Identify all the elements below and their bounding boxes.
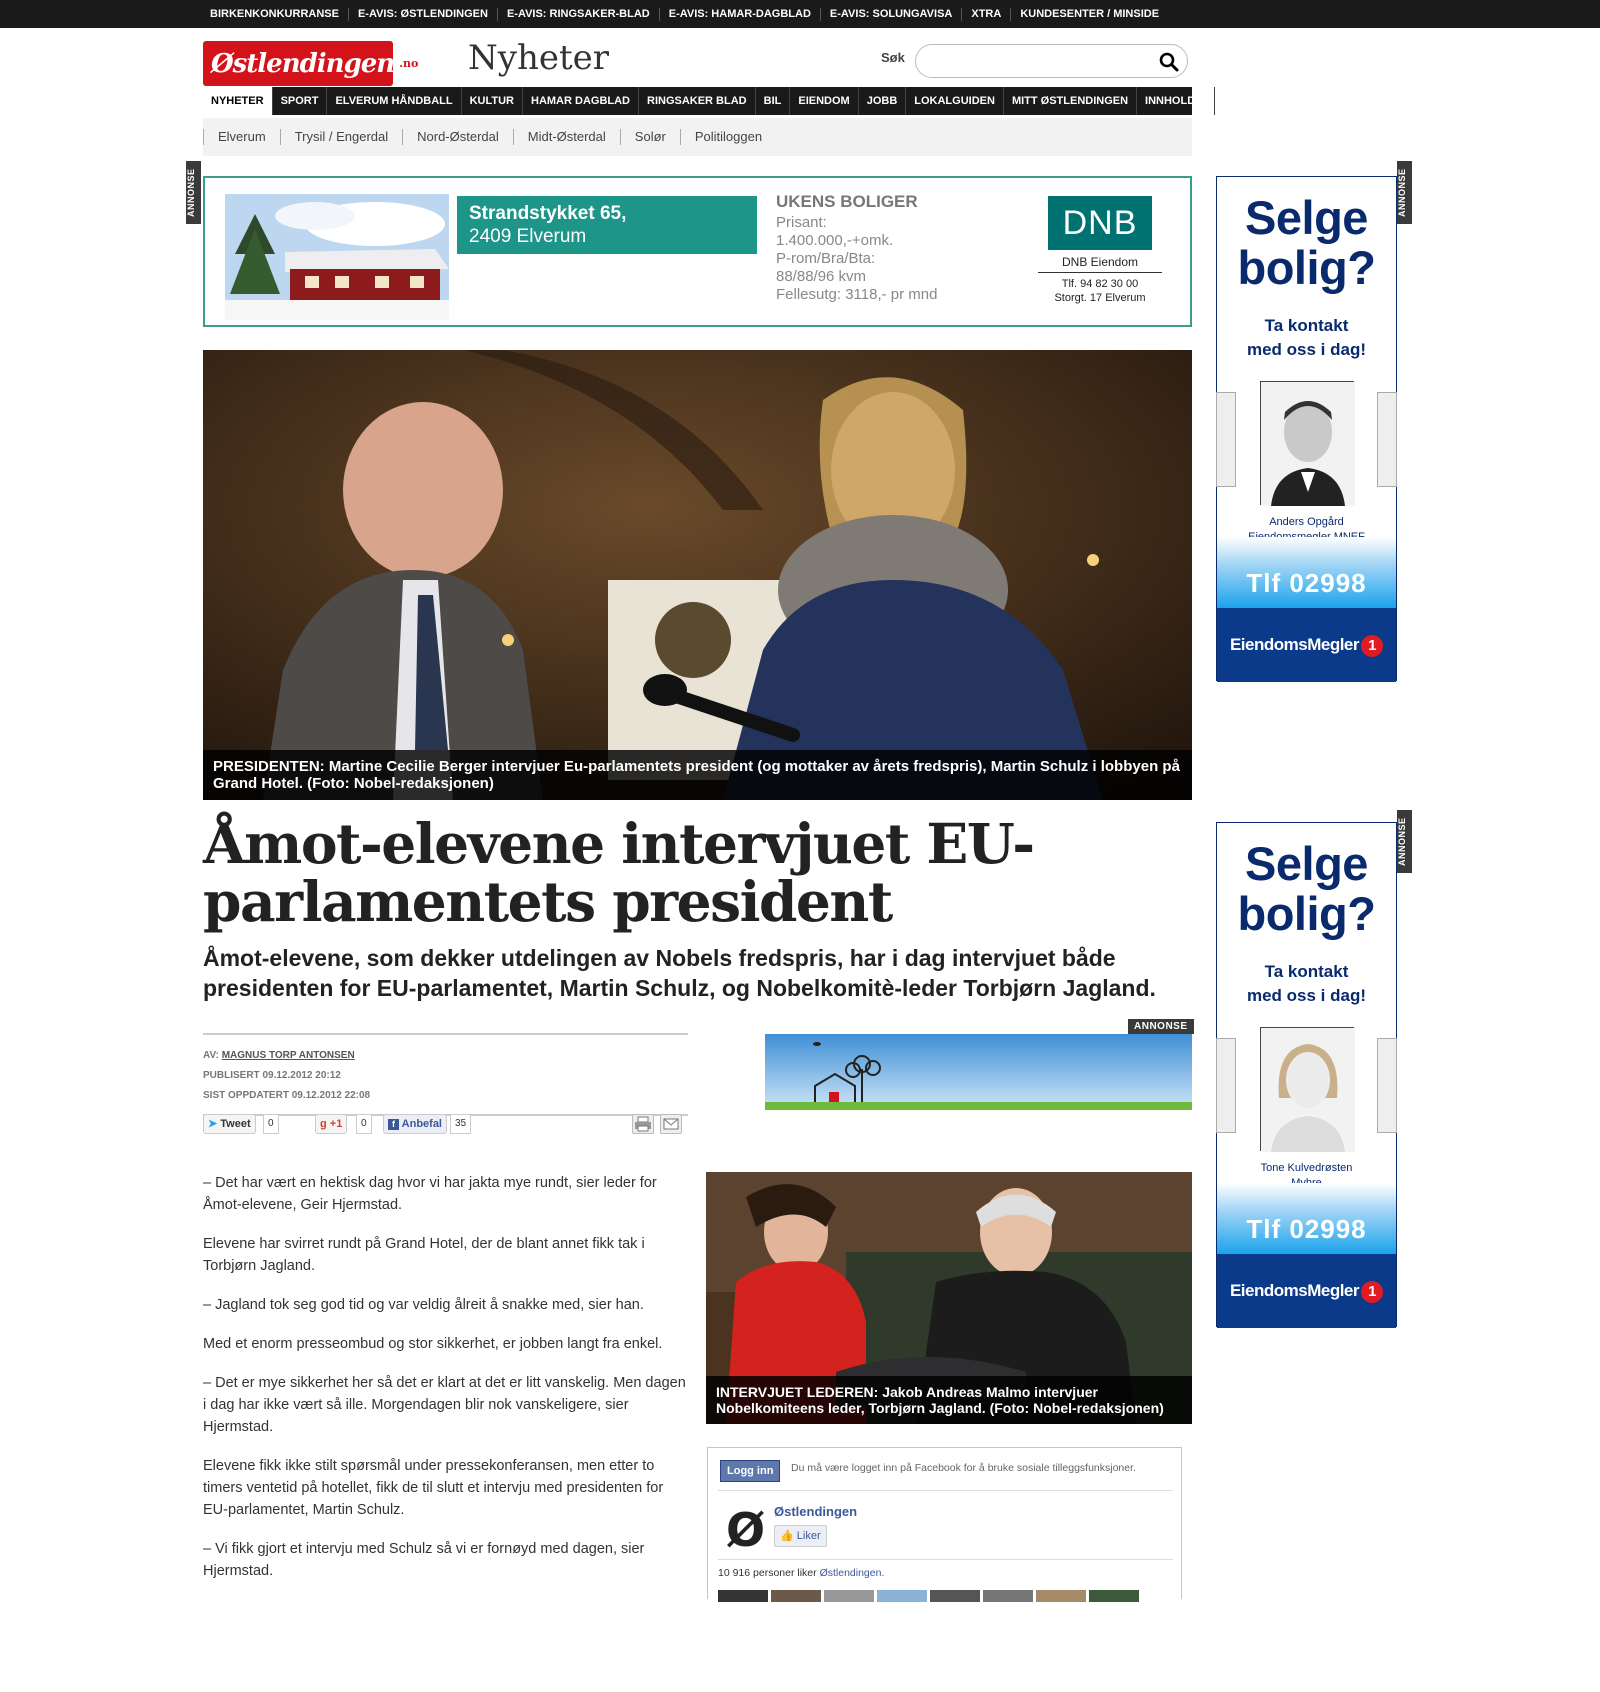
- ad-subtitle-line: Ta kontakt: [1264, 316, 1349, 335]
- fb-like-button[interactable]: [774, 1525, 827, 1547]
- main-nav: [203, 87, 1206, 115]
- ad-label: ANNONSE: [1397, 161, 1412, 224]
- paragraph: – Det er mye sikkerhet her så det er klart at det er litt vanskelig. Men dagen i dag har ikke vært så ille. Morgendagen blir nok vanskeligere, sier Hjermstad.: [203, 1375, 686, 1435]
- subnav-item-politiloggen[interactable]: Politiloggen: [680, 129, 776, 145]
- logo-text: Østlendingen: [211, 48, 395, 79]
- fb-like-count: [718, 1567, 884, 1579]
- banner-address-line1: Strandstykket 65,: [469, 203, 627, 224]
- author-link[interactable]: MAGNUS TORP ANTONSEN: [221, 1050, 355, 1061]
- topbar-link-eavis-ostlendingen[interactable]: E-AVIS: ØSTLENDINGEN: [349, 8, 498, 21]
- agent-name: Anders Opgård: [1269, 516, 1344, 528]
- small-ad[interactable]: [765, 1034, 1192, 1110]
- logo-suffix: .no: [396, 56, 421, 71]
- facebook-widget: [707, 1447, 1182, 1599]
- nav-item-mitt-ostlendingen[interactable]: MITT ØSTLENDINGEN: [1004, 87, 1137, 115]
- dnb-name: DNB Eiendom: [1038, 255, 1162, 273]
- fan-avatar[interactable]: [930, 1590, 980, 1602]
- side-photo-partial: [1216, 1038, 1236, 1133]
- topbar-link-kundesenter[interactable]: KUNDESENTER / MINSIDE: [1020, 7, 1160, 20]
- fb-faces: [718, 1590, 1139, 1602]
- topbar-link-eavis-hamar-dagblad[interactable]: E-AVIS: HAMAR-DAGBLAD: [660, 8, 821, 21]
- fan-avatar[interactable]: [824, 1590, 874, 1602]
- ad-title: [1217, 839, 1396, 939]
- gplus-label: +1: [329, 1118, 343, 1130]
- nav-item-sport[interactable]: SPORT: [273, 87, 328, 115]
- paragraph: – Det har vært en hektisk dag hvor vi har jakta mye rundt, sier leder for Åmot-elevene, Geir Hjermstad.: [203, 1175, 657, 1213]
- brand-name: EiendomsMegler: [1229, 635, 1360, 654]
- gplus-count: 0: [356, 1114, 372, 1134]
- nav-item-hamar-dagblad[interactable]: HAMAR DAGBLAD: [523, 87, 639, 115]
- banner-address-line2: 2409 Elverum: [469, 226, 587, 247]
- article-image-2[interactable]: [706, 1172, 1192, 1424]
- fb-login-button[interactable]: Logg inn: [720, 1460, 780, 1482]
- fb-like-label: Liker: [796, 1530, 821, 1542]
- facebook-icon: f: [388, 1119, 399, 1130]
- article-body: [203, 1172, 688, 1599]
- fb-page-name[interactable]: Østlendingen: [774, 1504, 858, 1519]
- banner-info: [776, 193, 996, 304]
- gplus-button[interactable]: [315, 1114, 347, 1134]
- eiendomsmegler-logo: [1217, 1254, 1396, 1328]
- divider: [718, 1490, 1173, 1491]
- ad-subtitle-line: med oss i dag!: [1246, 340, 1367, 359]
- divider: [718, 1559, 1173, 1560]
- search-box: [915, 44, 1188, 78]
- social-bar: [203, 1114, 688, 1136]
- sidebar-ad-1[interactable]: [1216, 176, 1397, 681]
- twitter-bird-icon: ➤: [208, 1118, 218, 1130]
- sub-nav: [203, 118, 1192, 156]
- fan-avatar[interactable]: [877, 1590, 927, 1602]
- byline: [203, 1033, 688, 1116]
- fan-avatar[interactable]: [771, 1590, 821, 1602]
- banner-line: Fellesutg: 3118,- pr mnd: [776, 286, 938, 303]
- print-icon[interactable]: [632, 1114, 654, 1134]
- fb-recommend-label: Anbefal: [401, 1118, 442, 1130]
- paragraph: – Vi fikk gjort et intervju med Schulz så vi er fornøyd med dagen, sier Hjermstad.: [203, 1541, 645, 1579]
- section-title: Nyheter: [468, 38, 610, 78]
- fb-count-link[interactable]: Østlendingen.: [819, 1567, 885, 1579]
- ad-subtitle: [1217, 960, 1396, 1008]
- topbar-link-xtra[interactable]: XTRA: [962, 8, 1011, 21]
- article-lead: Åmot-elevene, som dekker utdelingen av Nobels fredspris, har i dag intervjuet både presidenten for EU-parlamentet, Martin Schulz, og Nobelkomitè-leder Torbjørn Jagland.: [203, 945, 1156, 1001]
- brand-name: EiendomsMegler: [1229, 1281, 1360, 1300]
- topbar-link-birkenkonkurranse[interactable]: BIRKENKONKURRANSE: [202, 8, 349, 21]
- fb-recommend-count: 35: [450, 1114, 471, 1134]
- brand-number: 1: [1361, 635, 1383, 657]
- article-headline: Åmot-elevene intervjuet EU-parlamentets president: [203, 811, 1034, 934]
- dnb-address: Storgt. 17 Elverum: [1054, 292, 1146, 304]
- eiendomsmegler-logo: [1217, 608, 1396, 682]
- ad-title-line: bolig?: [1237, 241, 1376, 294]
- side-photo-partial: [1377, 392, 1397, 487]
- banner-line: 1.400.000,-+omk.: [776, 232, 894, 249]
- subnav-item-trysil-engerdal[interactable]: Trysil / Engerdal: [280, 129, 402, 145]
- ad-title-line: bolig?: [1237, 887, 1376, 940]
- nav-item-elverum-handball[interactable]: ELVERUM HÅNDBALL: [327, 87, 461, 115]
- search-input[interactable]: [930, 45, 1150, 77]
- house-photo: [225, 194, 449, 320]
- search-label: Søk: [881, 50, 905, 65]
- ad-label: ANNONSE: [1128, 1019, 1194, 1034]
- fan-avatar[interactable]: [983, 1590, 1033, 1602]
- subnav-item-nord-osterdal[interactable]: Nord-Østerdal: [402, 129, 513, 145]
- image-2-caption: INTERVJUET LEDEREN: Jakob Andreas Malmo intervjuer Nobelkomiteens leder, Torbjørn Jagland. (Foto: Nobel-redaksjonen): [706, 1376, 1192, 1424]
- banner-line: P-rom/Bra/Bta:: [776, 250, 876, 267]
- paragraph: Elevene fikk ikke stilt spørsmål under pressekonferansen, men etter to timers ventetid på hotellet, fikk de til slutt et intervju med presidenten for EU-parlamentet, Martin Schulz.: [203, 1458, 664, 1518]
- subnav-item-midt-osterdal[interactable]: Midt-Østerdal: [513, 129, 620, 145]
- subnav-item-elverum[interactable]: Elverum: [203, 129, 280, 145]
- fb-recommend-button[interactable]: [383, 1114, 447, 1134]
- ad-subtitle-line: Ta kontakt: [1264, 962, 1349, 981]
- ad-label: ANNONSE: [186, 161, 201, 224]
- thumbs-up-icon: 👍: [780, 1530, 794, 1542]
- author-label: AV:: [203, 1050, 219, 1061]
- tweet-button[interactable]: [203, 1114, 256, 1134]
- author-line: [203, 1046, 688, 1066]
- fb-count-prefix: 10 916 personer liker: [718, 1567, 820, 1579]
- site-logo[interactable]: [203, 41, 419, 86]
- topbar-link-eavis-ringsaker-blad[interactable]: E-AVIS: RINGSAKER-BLAD: [498, 8, 660, 21]
- ad-title-line: Selge: [1245, 191, 1368, 244]
- ad-phone: Tlf 02998: [1217, 1183, 1396, 1254]
- side-photo-partial: [1377, 1038, 1397, 1133]
- subnav-item-solor[interactable]: Solør: [620, 129, 680, 145]
- ad-label: ANNONSE: [1397, 810, 1412, 873]
- published-date: PUBLISERT 09.12.2012 20:12: [203, 1070, 341, 1081]
- nav-item-bil[interactable]: BIL: [756, 87, 791, 115]
- ad-subtitle: [1217, 314, 1396, 362]
- fan-avatar[interactable]: [1089, 1590, 1139, 1602]
- fb-login-note: Du må være logget inn på Facebook for å bruke sosiale tilleggsfunksjoner.: [791, 1462, 1136, 1474]
- hero-caption: PRESIDENTEN: Martine Cecilie Berger intervjuer Eu-parlamentets president (og mottaker av årets fredspris), Martin Schulz i lobbyen på Grand Hotel. (Foto: Nobel-redaksjonen): [203, 750, 1192, 800]
- agent-photo: [1260, 1027, 1354, 1151]
- banner-line: 88/88/96 kvm: [776, 268, 867, 285]
- banner-ad[interactable]: [203, 176, 1192, 327]
- banner-line: Prisant:: [776, 214, 827, 231]
- topbar-link-eavis-solungavisa[interactable]: E-AVIS: SOLUNGAVISA: [821, 8, 962, 21]
- tweet-label: Tweet: [220, 1118, 251, 1130]
- side-photo-partial: [1216, 392, 1236, 487]
- hero-image[interactable]: [203, 350, 1192, 800]
- mail-icon[interactable]: [660, 1114, 682, 1134]
- dnb-block: [1038, 196, 1162, 305]
- agent-name: Tone Kulvedrøsten: [1260, 1162, 1353, 1174]
- ad-title-line: Selge: [1245, 837, 1368, 890]
- brand-number: 1: [1361, 1281, 1383, 1303]
- house-tree-illustration: [765, 1034, 1192, 1110]
- nav-item-ringsaker-blad[interactable]: RINGSAKER BLAD: [639, 87, 756, 115]
- nav-item-jobb[interactable]: JOBB: [859, 87, 907, 115]
- nav-item-innhold[interactable]: INNHOLD A: [1137, 87, 1215, 115]
- paragraph: Elevene har svirret rundt på Grand Hotel, der de blant annet fikk tak i Torbjørn Jagland.: [203, 1236, 645, 1274]
- banner-heading: UKENS BOLIGER: [776, 192, 918, 211]
- ad-phone: Tlf 02998: [1217, 537, 1396, 608]
- updated-date: SIST OPPDATERT 09.12.2012 22:08: [203, 1090, 371, 1101]
- nav-item-nyheter[interactable]: NYHETER: [203, 87, 273, 115]
- banner-address: [457, 196, 757, 254]
- search-icon[interactable]: [1159, 52, 1179, 72]
- ad-subtitle-line: med oss i dag!: [1246, 986, 1367, 1005]
- top-bar: [0, 0, 1600, 28]
- dnb-logo: DNB: [1048, 196, 1152, 250]
- agent-photo: [1260, 381, 1354, 505]
- gplus-icon: g: [320, 1118, 327, 1130]
- ad-title: [1217, 193, 1396, 293]
- nav-item-eiendom[interactable]: EIENDOM: [790, 87, 858, 115]
- nav-item-lokalguiden[interactable]: LOKALGUIDEN: [906, 87, 1004, 115]
- fan-avatar[interactable]: [718, 1590, 768, 1602]
- dnb-phone: Tlf. 94 82 30 00: [1061, 278, 1139, 290]
- paragraph: – Jagland tok seg god tid og var veldig ålreit å snakke med, sier han.: [203, 1297, 644, 1313]
- tweet-count: 0: [263, 1114, 279, 1134]
- paragraph: Med et enorm presseombud og stor sikkerhet, er jobben langt fra enkel.: [203, 1336, 663, 1352]
- ostlendingen-o-logo[interactable]: Ø: [726, 1503, 766, 1557]
- nav-item-kultur[interactable]: KULTUR: [462, 87, 523, 115]
- sidebar-ad-2[interactable]: [1216, 822, 1397, 1327]
- hero-photo: [203, 350, 1192, 800]
- fan-avatar[interactable]: [1036, 1590, 1086, 1602]
